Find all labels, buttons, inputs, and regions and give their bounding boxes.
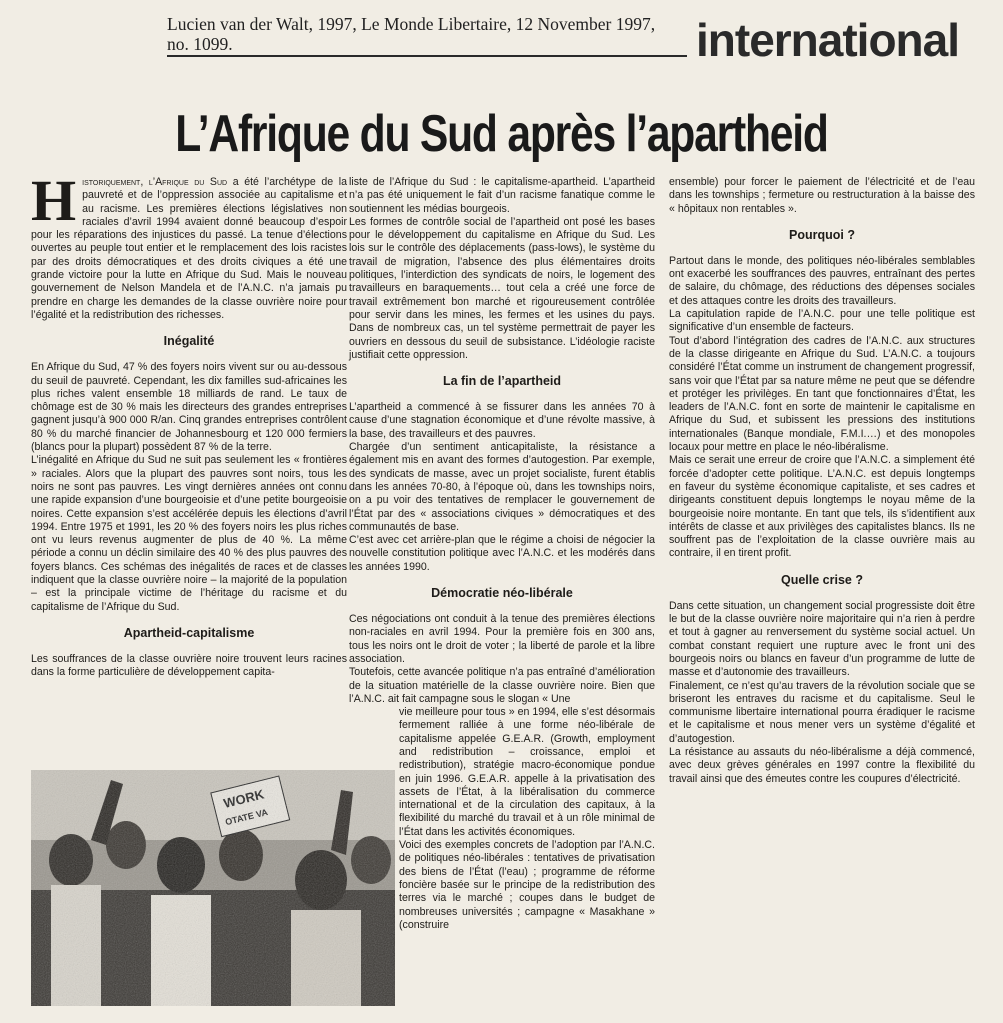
paragraph: C’est avec cet arrière-plan que le régime a choisi de négocier la nouvelle constitution politique avec l’A.N.C. et les modérés dans les années 1990. bbox=[349, 534, 655, 573]
column-3 bbox=[669, 176, 975, 786]
subhead-pourquoi: Pourquoi ? bbox=[789, 227, 855, 242]
subhead-quelle-crise: Quelle crise ? bbox=[781, 572, 863, 587]
paragraph: Les formes de contrôle social de l’apartheid ont posé les bases pour le développement du capitalisme en Afrique du Sud. Les lois sur le contrôle des déplacements (pass-lows), le système du travail de migration, l’absence des plus élémentaires droits politiques, l’interdiction des syndicats de noirs, le logement des travailleurs en baraquements… tout cela a créé une force de travail extrêmement bon marché et rigoureusement contrôlée pour servir dans les mines, les fermes et les usines du pays. Dans de nombreux cas, un tel système permettrait de payer les ouvriers en dessous du seuil de subsistance. L’idéologie raciste justifiait cette oppression. bbox=[349, 215, 655, 361]
subhead-inegalite: Inégalité bbox=[163, 334, 215, 349]
paragraph: Toutefois, cette avancée politique n’a pas entraîné d’amélioration de la situation matérielle de la classe ouvrière noire. Bien que l’A.N.C. ait fait campagne sous le slogan « Une bbox=[349, 666, 655, 705]
paragraph: La résistance au assauts du néo-libéralisme a déjà commencé, avec deux grèves générales en 1997 contre la flexibilité du travail ainsi que des émeutes contre les coupures d’électricité. bbox=[669, 745, 975, 785]
paragraph: Mais ce serait une erreur de croire que l’A.N.C. a simplement été forcée d’adopter cette politique. L’A.N.C. est depuis longtemps en faveur du système économique capitaliste, et ses cadres et dirigeants constituent depuis longtemps le noyau même de la bourgeoisie noire montante. En tant que tels, ils s’identifient aux intérêts de classe et aux privilèges des capitalistes blancs. Ils ne souffrent pas de l’exploitation de la classe ouvrière mais au contraire, il en tirent profit. bbox=[669, 454, 975, 560]
paragraph: L’apartheid a commencé à se fissurer dans les années 70 à cause d’une stagnation économique et d’une révolte massive, à la base, des travailleurs et des pauvres. bbox=[349, 401, 655, 440]
intro-text: a été l’archétype de la pauvreté et de l’oppression associée au capitalisme et au racisme. Les premières élections législatives non raciales d’avril 1994 avaient donné beaucoup d’espoir pour les réparations des injustices du passé. La tenue d’élections ouvertes au peuple tout entier et le remplacement des lois racistes par des droits démocratiques et des droits civiques a été une grande victoire pour la lutte en Afrique du Sud. Mais le nouveau gouvernement de Nelson Mandela et de l’A.N.C. n’a jamais pu prendre en charge les demandes de la classe ouvrière noire pour l’égalité et la redistribution des richesses. bbox=[31, 176, 347, 321]
subhead-fin-apartheid: La fin de l’apartheid bbox=[442, 374, 562, 389]
headline: L’Afrique du Sud après l’apartheid bbox=[175, 105, 828, 163]
paragraph: Tout d’abord l’intégration des cadres de l’A.N.C. aux structures de la classe dirigeante en Afrique du Sud. L’A.N.C. a toujours considéré l’État comme un instrument de changement progressif, sans voir que l’État par sa nature même ne peut que se défendre et protéger les privilèges. En tant que fonctionnaires d’État, les leaders de l’A.N.C. font en sorte de maintenir le capitalisme en Afrique du Sud, et subissent les pressions des institutions internationales (Banque mondiale, F.M.I.…) et des monopoles locaux pour mettre en place le néo-libéralisme. bbox=[669, 334, 975, 454]
paragraph: ensemble) pour forcer le paiement de l’électricité et de l’eau dans les townships ; fermeture ou restructuration à la baisse des « hôpitaux non rentables ». bbox=[669, 176, 975, 215]
paragraph: vie meilleure pour tous » en 1994, elle s’est désormais fermement ralliée à une forme néo-libérale de capitalisme appelée G.E.A.R. (Growth, employment and redistribution – croissance, emploi et redistribution), stratégie macro-économique pondue en juin 1996. G.E.A.R. appelle à la privatisation des assets de l’État, à la libéralisation du commerce international et de la circulation des capitaux, à la flexibilité du marché du travail et à un rôle minimal de l’État dans les activités économiques. bbox=[399, 706, 655, 838]
paragraph: Les souffrances de la classe ouvrière noire trouvent leurs racines dans la forme particulière de développement capita- bbox=[31, 652, 347, 679]
column-2 bbox=[349, 176, 655, 932]
paragraph: La capitulation rapide de l’A.N.C. pour une telle politique est significative d’un ensemble de facteurs. bbox=[669, 308, 975, 334]
paragraph: Dans cette situation, un changement social progressiste doit être le but de la classe ouvrière noire majoritaire qui n’a rien à perdre et tout à gagner au renversement du système social actuel. Un combat constant requiert une rupture avec le front uni des bourgeois noirs ou blancs en faveur d’un programme de lutte de masse et d’autonomie des travailleurs. bbox=[669, 599, 975, 679]
drop-cap: H bbox=[31, 168, 77, 233]
paragraph: Partout dans le monde, des politiques néo-libérales semblables ont exacerbé les souffrances des pauvres, entraînant des pertes de salaire, du chômage, des réductions des dépenses sociales et des attaques contre les droits des travailleurs. bbox=[669, 254, 975, 307]
protest-photo-image bbox=[31, 770, 395, 1006]
header-rule bbox=[167, 55, 687, 57]
column-1 bbox=[31, 168, 347, 680]
section-label: international bbox=[696, 14, 960, 66]
intro-paragraph bbox=[31, 168, 347, 322]
paragraph: Ces négociations ont conduit à la tenue des premières élections non-raciales en avril 1994. Pour la première fois en 300 ans, tous les noirs ont le droit de voter ; la liberté de parole et la libre association. bbox=[349, 613, 655, 665]
paragraph: liste de l’Afrique du Sud : le capitalisme-apartheid. L’apartheid n’a pas été uniquement le fait d’un racisme fanatique comme le soutiennent les médias bourgeois. bbox=[349, 176, 655, 215]
subhead-democratie: Démocratie néo-libérale bbox=[431, 586, 573, 601]
paragraph: Finalement, ce n’est qu’au travers de la révolution sociale que se briseront les entraves du racisme et du capitalisme. Seul le communisme libertaire international pourra éradiquer le racisme et le capitalisme et nous mener vers un système d’égalité et d’autogestion. bbox=[669, 679, 975, 745]
protest-photo bbox=[31, 770, 395, 1006]
paragraph: Voici des exemples concrets de l’adoption par l’A.N.C. de politiques néo-libérales : tentatives de privatisation des biens de l’État (l’eau) ; programme de réforme foncière basée sur le principe de la redistribution des terres via le marché ; coupes dans le budget de nombreuses universités ; campagne « Masakhane » (construire bbox=[399, 839, 655, 931]
lead-caps: istoriquement, l’Afrique du Sud bbox=[82, 176, 228, 188]
paragraph: Chargée d’un sentiment anticapitaliste, la résistance a également mis en avant des formes d’autogestion. Par exemple, des syndicats de masse, avec un projet socialiste, furent établis dans les années 70-80, à l’époque où, dans les townships noirs, on a pu voir des tentatives de remplacer le gouvernement de l’État par des « associations civiques » démocratiques et des communautés de base. bbox=[349, 441, 655, 533]
citation: Lucien van der Walt, 1997, Le Monde Libertaire, 12 November 1997, no. 1099. bbox=[167, 14, 656, 54]
paragraph: En Afrique du Sud, 47 % des foyers noirs vivent sur ou au-dessous du seuil de pauvreté. Cependant, les dix familles sud-africaines les plus riches valent ensemble 18 milliards de rand. Le taux de chômage est de 30 % mais les directeurs des grandes entreprises gagnent jusqu’à 900 000 R/an. Cinq grandes entreprises contrôlent 80 % du marché financier de Johannesbourg et 120 000 fermiers (blancs pour la plupart) possèdent 87 % de la terre. bbox=[31, 361, 347, 454]
subhead-apartheid-capitalisme: Apartheid-capitalisme bbox=[123, 625, 255, 640]
paragraph: L’inégalité en Afrique du Sud ne suit pas seulement les « frontières » raciales. Alors que la plupart des pauvres sont noirs, tous les noirs ne sont pas pauvres. Les vingt dernières années ont connu une rapide expansion d’une bourgeoisie et d’une petite bourgeoisie noires. Cette expansion s’est accélérée depuis les élections d’avril 1994. Entre 1975 et 1991, les 20 % des foyers noirs les plus riches ont vu leurs revenus augmenter de plus de 40 %. La même période a connu un déclin similaire des 40 % des plus pauvres des foyers blancs. Ces schémas des inégalités de races et de classes indiquent que la classe ouvrière noire – la majorité de la population – est la principale victime de l’héritage du racisme et du capitalisme de l’Afrique du Sud. bbox=[31, 454, 347, 613]
